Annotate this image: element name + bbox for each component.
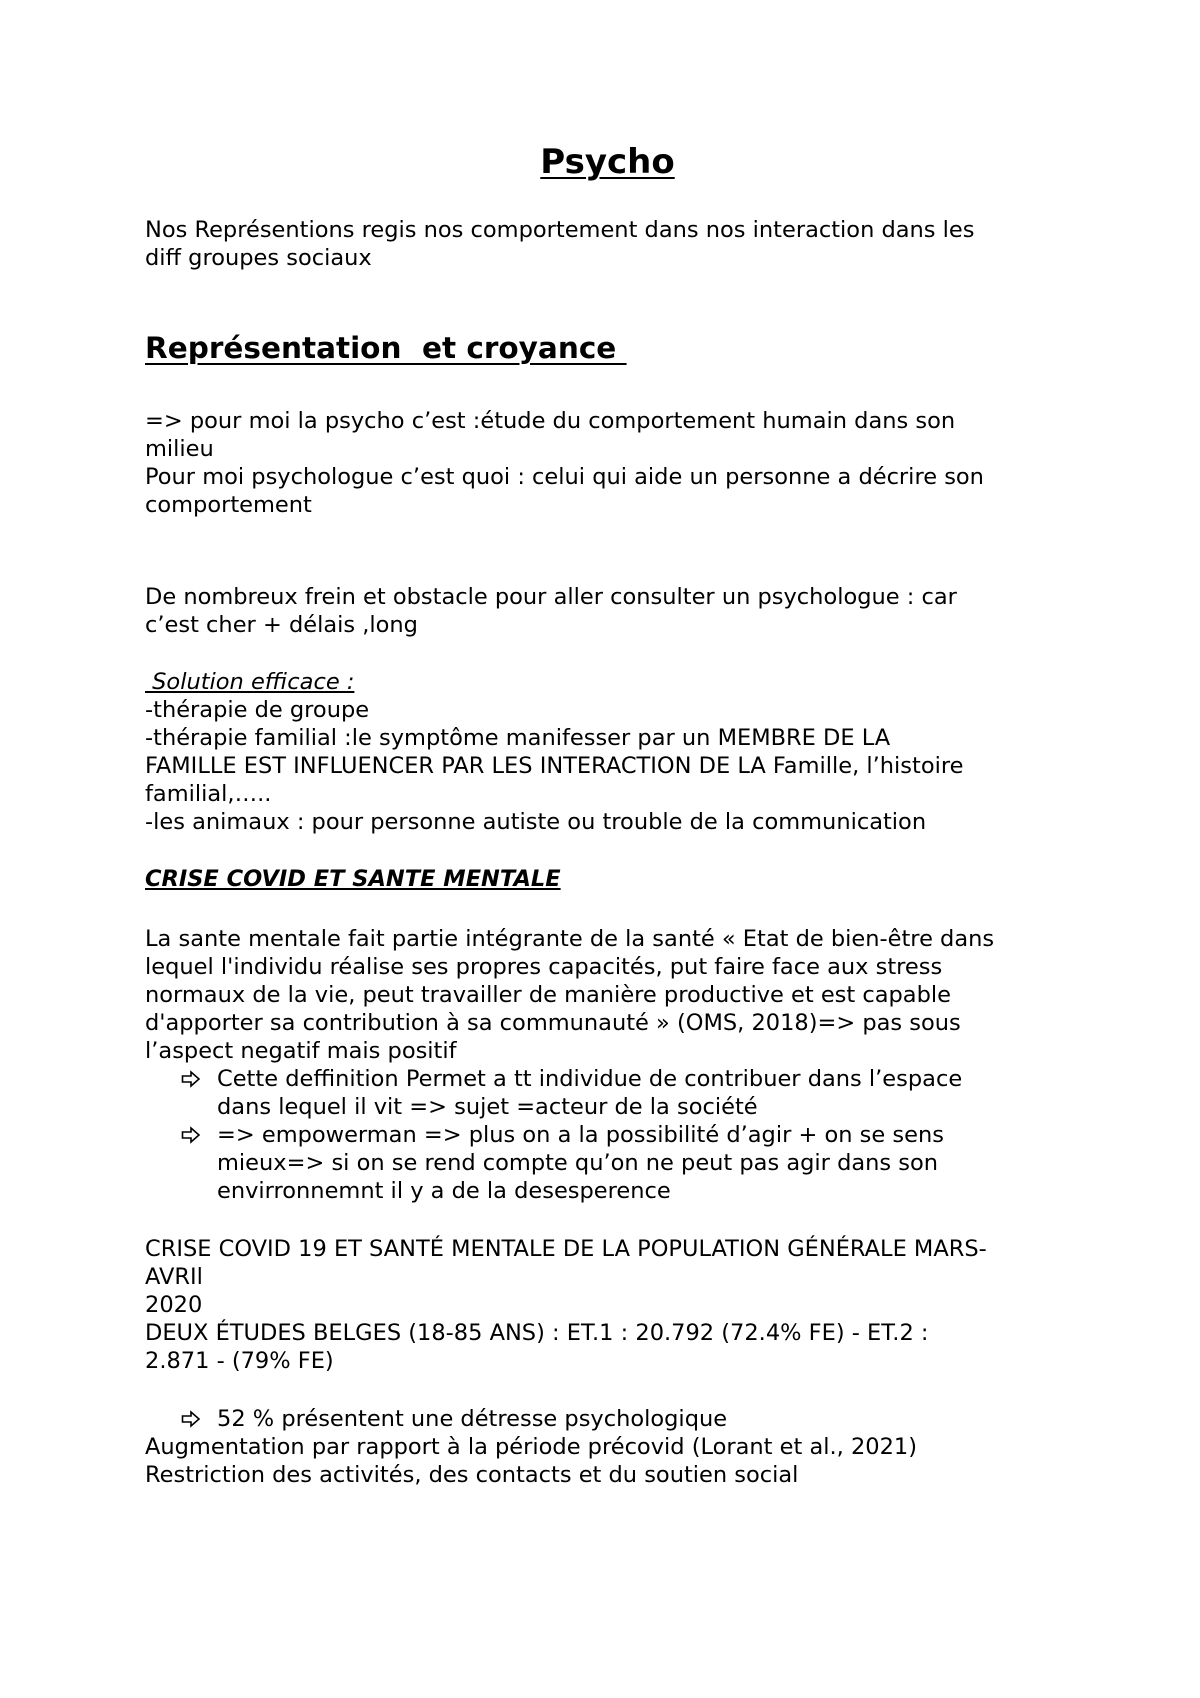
paragraph-line: Augmentation par rapport à la période précovid (Lorant et al., 2021) (145, 1434, 918, 1460)
bullet-text-line: dans lequel il vit => sujet =acteur de la société (217, 1094, 758, 1120)
section-heading-representation: Représentation et croyance (145, 331, 627, 365)
document-title: Psycho (540, 142, 675, 182)
hollow-right-arrow-icon (181, 1069, 201, 1089)
solution-item: -thérapie familial :le symptôme manifesser par un MEMBRE DE LA (145, 725, 891, 751)
paragraph-line: normaux de la vie, peut travailler de manière productive et est capable (145, 982, 951, 1008)
paragraph-line: => pour moi la psycho c’est :étude du comportement humain dans son (145, 408, 956, 434)
paragraph-line: 2020 (145, 1292, 203, 1318)
paragraph-line: d'apporter sa contribution à sa communauté » (OMS, 2018)=> pas sous (145, 1010, 961, 1036)
hollow-right-arrow-icon (181, 1409, 201, 1429)
paragraph-line: De nombreux frein et obstacle pour aller consulter un psychologue : car (145, 584, 957, 610)
solution-item: -thérapie de groupe (145, 697, 370, 723)
solution-heading: Solution efficace : (145, 669, 355, 695)
paragraph-line: l’aspect negatif mais positif (145, 1038, 457, 1064)
intro-line-1: Nos Représentions regis nos comportement dans nos interaction dans les (145, 217, 975, 243)
bullet-text-line: => empowerman => plus on a la possibilité d’agir + on se sens (217, 1122, 944, 1148)
bullet-text-line: 52 % présentent une détresse psychologique (217, 1406, 728, 1432)
hollow-right-arrow-icon (181, 1125, 201, 1145)
paragraph-line: 2.871 - (79% FE) (145, 1348, 334, 1374)
paragraph-line: CRISE COVID 19 ET SANTÉ MENTALE DE LA POPULATION GÉNÉRALE MARS- (145, 1236, 987, 1262)
paragraph-line: Pour moi psychologue c’est quoi : celui qui aide un personne a décrire son (145, 464, 984, 490)
solution-item: -les animaux : pour personne autiste ou trouble de la communication (145, 809, 927, 835)
solution-item: FAMILLE EST INFLUENCER PAR LES INTERACTION DE LA Famille, l’histoire (145, 753, 964, 779)
bullet-text-line: envirronnemnt il y a de la desesperence (217, 1178, 671, 1204)
paragraph-line: milieu (145, 436, 214, 462)
intro-line-2: diff groupes sociaux (145, 245, 372, 271)
paragraph-line: Restriction des activités, des contacts et du soutien social (145, 1462, 799, 1488)
paragraph-line: La sante mentale fait partie intégrante de la santé « Etat de bien-être dans (145, 926, 995, 952)
solution-item: familial,….. (145, 781, 272, 807)
paragraph-line: DEUX ÉTUDES BELGES (18-85 ANS) : ET.1 : 20.792 (72.4% FE) - ET.2 : (145, 1320, 929, 1346)
paragraph-line: lequel l'individu réalise ses propres capacités, put faire face aux stress (145, 954, 943, 980)
section-heading-covid: CRISE COVID ET SANTE MENTALE (145, 866, 561, 892)
bullet-text-line: mieux=> si on se rend compte qu’on ne peut pas agir dans son (217, 1150, 939, 1176)
bullet-text-line: Cette deffinition Permet a tt individue de contribuer dans l’espace (217, 1066, 963, 1092)
paragraph-line: AVRIl (145, 1264, 203, 1290)
paragraph-line: comportement (145, 492, 312, 518)
paragraph-line: c’est cher + délais ,long (145, 612, 418, 638)
